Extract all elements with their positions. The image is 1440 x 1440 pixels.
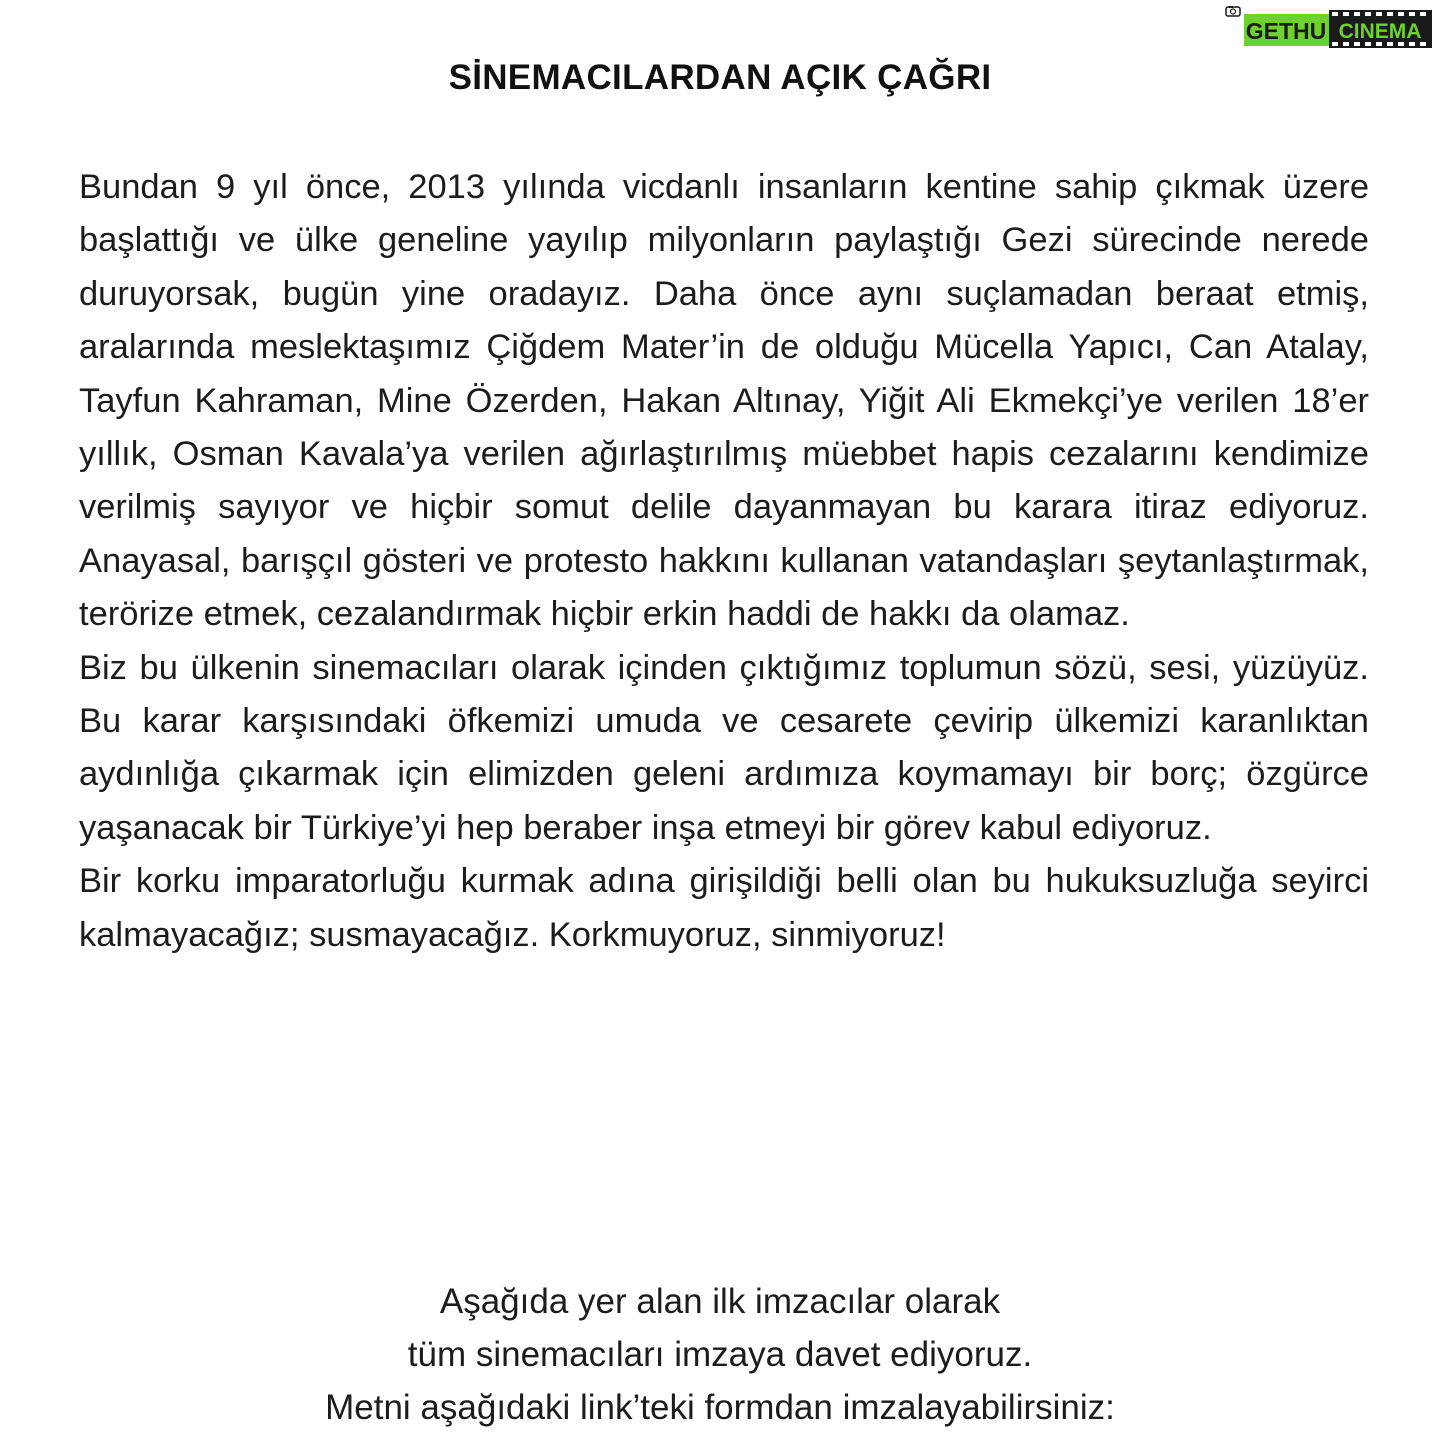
invitation-line-2: tüm sinemacıları imzaya davet ediyoruz.	[407, 1335, 1033, 1374]
invitation-line-1: Aşağıda yer alan ilk imzacılar olarak	[439, 1282, 1001, 1321]
document-title: SİNEMACILARDAN AÇIK ÇAĞRI	[448, 58, 992, 97]
logo-graphic	[1224, 6, 1434, 48]
logo-right-text: CINEMA	[1338, 20, 1422, 43]
paragraph-2: Biz bu ülkenin sinemacıları olarak içinden çıktığımız toplumun sözü, sesi, yüzüyüz. Bu karar karşısındaki öfkemizi umuda ve cesarete çevirip ülkemizi karanlıktan aydınlığa çıkarmak için elimizden geleni ardımıza koymamayı bir borç; özgürce yaşanacak bir Türkiye’yi hep beraber inşa etmeyi bir görev kabul ediyoruz.	[79, 648, 1369, 847]
document-body	[79, 161, 1369, 962]
logo-left-text: GETHU	[1245, 18, 1327, 44]
camera-icon	[1226, 6, 1240, 16]
invitation-line-3: Metni aşağıdaki link’teki formdan imzalayabilirsiniz:	[325, 1388, 1115, 1427]
paragraph-1: Bundan 9 yıl önce, 2013 yılında vicdanlı insanların kentine sahip çıkmak üzere başlattığı ve ülke geneline yayılıp milyonların paylaştığı Gezi sürecinde nerede duruyorsak, bugün yine oradayız. Daha önce aynı suçlamadan beraat etmiş, aralarında meslektaşımız Çiğdem Mater’in de olduğu Mücella Yapıcı, Can Atalay, Tayfun Kahraman, Mine Özerden, Hakan Altınay, Yiğit Ali Ekmekçi’ye verilen 18’er yıllık, Osman Kavala’ya verilen ağırlaştırılmış müebbet hapis cezalarını kendimize verilmiş sayıyor ve hiçbir somut delile dayanmayan bu karara itiraz ediyoruz. Anayasal, barışçıl gösteri ve protesto hakkını kullanan vatandaşları şeytanlaştırmak, terörize etmek, cezalandırmak hiçbir erkin haddi de hakkı da olamaz.	[79, 168, 1369, 634]
signature-invitation	[0, 1275, 1440, 1434]
paragraph-3: Bir korku imparatorluğu kurmak adına girişildiği belli olan bu hukuksuzluğa seyirci kalmayacağız; susmayacağız. Korkmuyoruz, sinmiyoruz!	[79, 862, 1369, 954]
gethucinema-logo	[1224, 6, 1434, 48]
